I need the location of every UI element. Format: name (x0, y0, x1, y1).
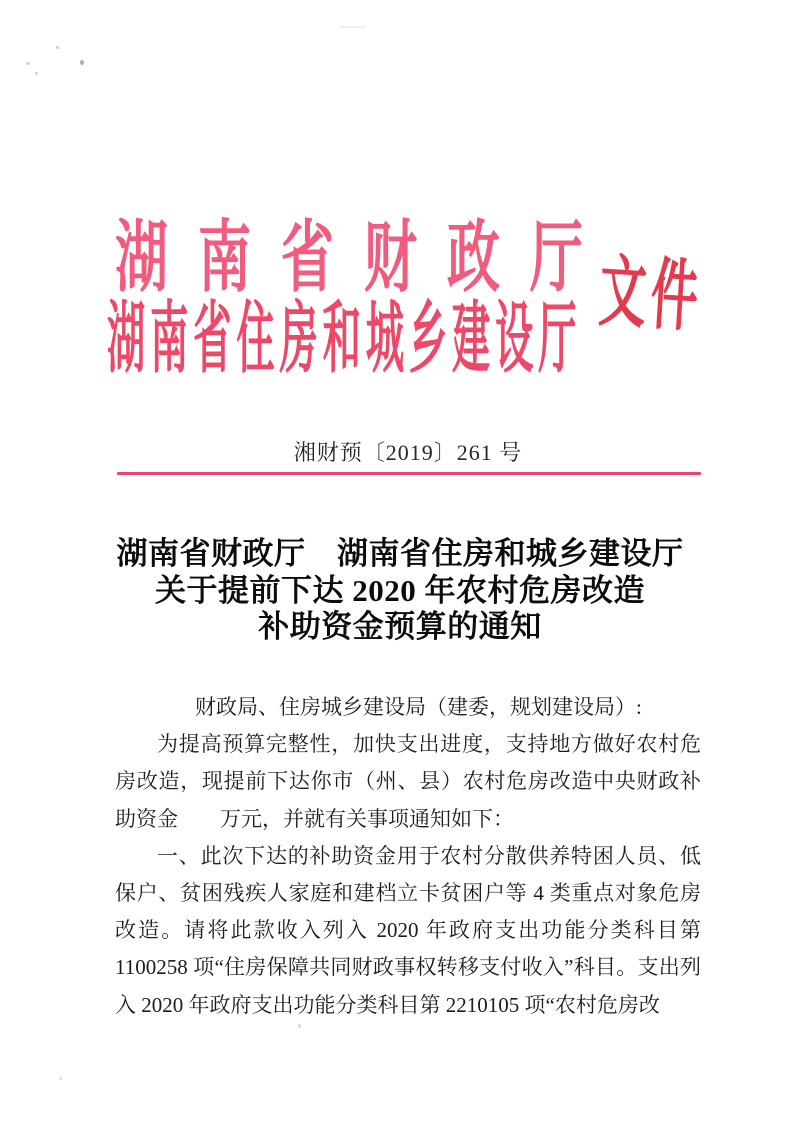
document-number: 湘财预〔2019〕261 号 (293, 440, 523, 465)
title-line-1: 湖南省财政厅 湖南省住房和城乡建设厅 (116, 536, 684, 571)
scan-speck (80, 60, 84, 65)
body-paragraph-1: 为提高预算完整性，加快支出进度，支持地方做好农村危房改造，现提前下达你市（州、县）农村危房改造中央财政补助资金 万元，并就有关事项通知如下： (115, 732, 701, 831)
scan-speck (35, 72, 38, 75)
scan-speck (340, 26, 366, 28)
header-divider-rule (117, 472, 701, 475)
title-line-2: 关于提前下达 2020 年农村危房改造 (155, 572, 645, 608)
body-paragraph-2: 一、此次下达的补助资金用于农村分散供养特困人员、低保户、贫困残疾人家庭和建档立卡贫困户等 4 类重点对象危房改造。请将此款收入列入 2020 年政府支出功能分类科目第 1100258 项“住房保障共同财政事权转移支付收入”科目。支出列入 2020 年政府支出功能分类科目第 2210105 项“农村危房改 (115, 843, 701, 1017)
doc-type-label: 文件 (596, 248, 706, 342)
scan-speck (59, 1077, 62, 1080)
scan-speck (298, 1024, 301, 1028)
scan-speck (26, 62, 30, 65)
document-body (115, 689, 701, 1024)
org-name-secondary-text: 湖南省住房和城乡建设厅 (107, 295, 582, 382)
salutation: 财政局、住房城乡建设局（建委，规划建设局）: (195, 695, 642, 719)
document-title (102, 536, 698, 646)
scan-speck (56, 46, 59, 49)
title-line-3: 补助资金预算的通知 (258, 609, 542, 644)
org-name-primary-text: 湖南省财政厅 (115, 214, 613, 301)
